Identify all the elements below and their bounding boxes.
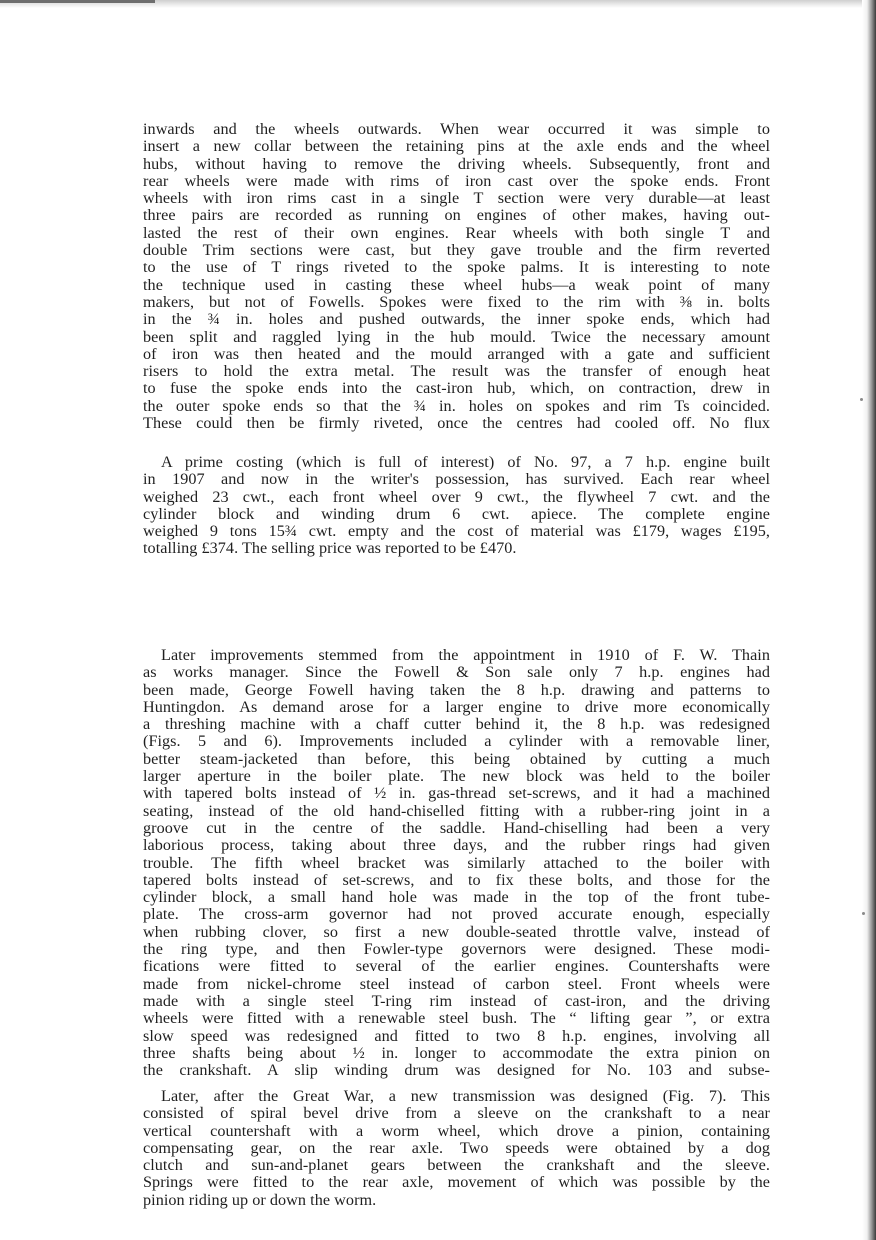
text-line: better steam-jacketed than before, this being obtained by cutting a much	[143, 749, 770, 768]
text-line: hubs, without having to remove the driving wheels. Subsequently, front and	[143, 154, 770, 173]
text-line: inwards and the wheels outwards. When wear occurred it was simple to	[143, 120, 770, 138]
text-line: when rubbing clover, so first a new double-seated throttle valve, instead of	[143, 922, 770, 941]
text-line: made from nickel-chrome steel instead of carbon steel. Front wheels were	[143, 974, 770, 993]
text-line: groove cut in the centre of the saddle. Hand-chiselling had been a very	[143, 818, 770, 837]
text-line: of iron was then heated and the mould arranged with a gate and sufficient	[143, 344, 770, 363]
text-line: double Trim sections were cast, but they gave trouble and the firm reverted	[143, 241, 770, 260]
text-line: to the use of T rings riveted to the spoke palms. It is interesting to note	[143, 258, 770, 277]
text-line: totalling £374. The selling price was reported to be £470.	[143, 539, 517, 558]
text-line: makers, but not of Fowells. Spokes were fixed to the rim with ⅜ in. bolts	[143, 292, 770, 311]
text-line: These could then be firmly riveted, once the centres had cooled off. No flux	[143, 414, 770, 433]
text-line: been split and raggled lying in the hub mould. Twice the necessary amount	[143, 327, 770, 346]
text-line: a threshing machine with a chaff cutter behind it, the 8 h.p. was redesigned	[143, 715, 770, 734]
text-line: Huntingdon. As demand arose for a larger engine to drive more economically	[143, 697, 770, 716]
text-line: in 1907 and now in the writer's possession, has survived. Each rear wheel	[143, 470, 770, 489]
text-line: the outer spoke ends so that the ¾ in. holes on spokes and rim Ts coincided.	[143, 396, 770, 415]
text-line: slow speed was redesigned and fitted to two 8 h.p. engines, involving all	[143, 1026, 770, 1045]
text-line: wheels were fitted with a renewable steel bush. The “ lifting gear ”, or extra	[143, 1009, 770, 1028]
text-line: weighed 9 tons 15¾ cwt. empty and the cost of material was £179, wages £195,	[143, 522, 770, 541]
text-line: clutch and sun-and-planet gears between the crankshaft and the sleeve.	[143, 1156, 770, 1175]
paragraph-wheel-construction	[143, 121, 770, 432]
text-line: trouble. The fifth wheel bracket was similarly attached to the boiler with	[143, 853, 770, 872]
scan-speck	[860, 398, 863, 401]
text-line: plate. The cross-arm governor had not proved accurate enough, especially	[143, 905, 770, 924]
text-line: in the ¾ in. holes and pushed outwards, the inner spoke ends, which had	[143, 310, 770, 329]
text-line: insert a new collar between the retaining pins at the axle ends and the wheel	[143, 137, 770, 156]
text-line: Later improvements stemmed from the appointment in 1910 of F. W. Thain	[161, 646, 770, 664]
text-line: to fuse the spoke ends into the cast-iron hub, which, on contraction, drew in	[143, 379, 770, 398]
text-line: compensating gear, on the rear axle. Two speeds were obtained by a dog	[143, 1138, 770, 1157]
text-line: the ring type, and then Fowler-type governors were designed. These modi-	[143, 940, 770, 959]
paragraph-prime-costing	[143, 454, 770, 558]
text-line: wheels with iron rims cast in a single T section were very durable—at least	[143, 189, 770, 208]
scan-speck	[862, 912, 865, 915]
text-line: Springs were fitted to the rear axle, movement of which was possible by the	[143, 1173, 770, 1192]
text-line: cylinder block, a small hand hole was made in the top of the front tube-	[143, 888, 770, 907]
text-line: laborious process, taking about three days, and the rubber rings had given	[143, 836, 770, 855]
text-line: seating, instead of the old hand-chiselled fitting with a rubber-ring joint in a	[143, 801, 770, 820]
scan-page-edge-shadow	[862, 0, 876, 1240]
text-line: (Figs. 5 and 6). Improvements included a cylinder with a removable liner,	[143, 732, 770, 751]
text-line: vertical countershaft with a worm wheel, which drove a pinion, containing	[143, 1121, 770, 1140]
text-line: tapered bolts instead of set-screws, and to fix these bolts, and those for the	[143, 870, 770, 889]
text-line: three shafts being about ½ in. longer to accommodate the extra pinion on	[143, 1043, 770, 1062]
text-line: consisted of spiral bevel drive from a sleeve on the crankshaft to a near	[143, 1104, 770, 1123]
text-line: fications were fitted to several of the earlier engines. Countershafts were	[143, 957, 770, 976]
text-line: A prime costing (which is full of interest) of No. 97, a 7 h.p. engine built	[161, 453, 770, 471]
text-line: larger aperture in the boiler plate. The new block was held to the boiler	[143, 767, 770, 786]
text-line: cylinder block and winding drum 6 cwt. apiece. The complete engine	[143, 504, 770, 523]
text-line: as works manager. Since the Fowell & Son sale only 7 h.p. engines had	[143, 663, 770, 682]
text-line: pinion riding up or down the worm.	[143, 1190, 377, 1209]
text-line: the technique used in casting these wheel hubs—a weak point of many	[143, 275, 770, 294]
text-line: made with a single steel T-ring rim instead of cast-iron, and the driving	[143, 991, 770, 1010]
text-line: rear wheels were made with rims of iron cast over the spoke ends. Front	[143, 171, 770, 190]
scan-corner-mark	[0, 0, 155, 3]
text-line: weighed 23 cwt., each front wheel over 9 cwt., the flywheel 7 cwt. and the	[143, 487, 770, 506]
text-line: the crankshaft. A slip winding drum was designed for No. 103 and subse-	[143, 1061, 770, 1080]
paragraph-later-improvements	[143, 647, 770, 1079]
text-line: three pairs are recorded as running on engines of other makes, having out-	[143, 206, 770, 225]
paragraph-new-transmission	[143, 1088, 770, 1209]
text-line: lasted the rest of their own engines. Rear wheels with both single T and	[143, 223, 770, 242]
text-line: been made, George Fowell having taken the 8 h.p. drawing and patterns to	[143, 680, 770, 699]
text-line: with tapered bolts instead of ½ in. gas-thread set-screws, and it had a machined	[143, 784, 770, 803]
text-line: Later, after the Great War, a new transmission was designed (Fig. 7). This	[161, 1087, 770, 1105]
text-line: risers to hold the extra metal. The result was the transfer of enough heat	[143, 362, 770, 381]
